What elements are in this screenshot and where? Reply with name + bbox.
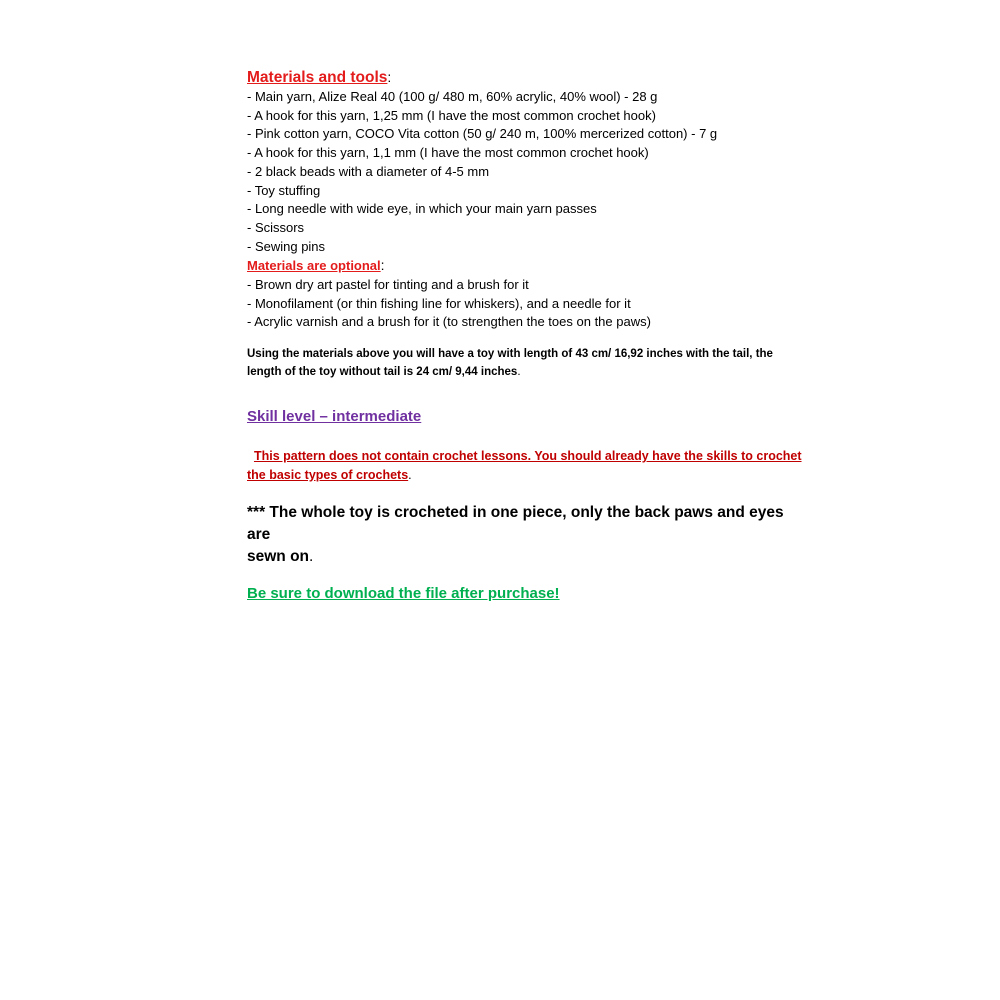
materials-heading: Materials and tools <box>247 69 388 86</box>
materials-heading-colon: : <box>387 69 392 85</box>
toy-length-line-2-wrap <box>247 364 807 382</box>
document-body <box>247 68 807 604</box>
one-piece-note <box>247 502 807 568</box>
one-piece-line-2: sewn on <box>247 548 310 566</box>
optional-heading-colon: : <box>380 257 385 274</box>
warning-period: . <box>408 467 412 482</box>
warning-line-2: the basic types of crochets <box>247 467 409 482</box>
warning-line-2-wrap <box>247 466 807 485</box>
one-piece-period: . <box>309 548 314 566</box>
materials-list-item: - Main yarn, Alize Real 40 (100 g/ 480 m, 60% acrylic, 40% wool) - 28 g <box>247 89 658 104</box>
materials-list-item: - Long needle with wide eye, in which your main yarn passes <box>247 201 597 217</box>
optional-materials-heading: Materials are optional <box>247 258 381 274</box>
warning-line-1: This pattern does not contain crochet lessons. You should already have the skills to crochet <box>253 449 802 464</box>
one-piece-line-1: *** The whole toy is crocheted in one piece, only the back paws and eyes are <box>247 504 784 544</box>
materials-list-item: - Pink cotton yarn, COCO Vita cotton (50 g/ 240 m, 100% mercerized cotton) - 7 g <box>247 126 718 142</box>
crochet-skills-warning <box>247 447 807 484</box>
skill-level-heading: Skill level – intermediate <box>247 408 422 426</box>
materials-list-item: - Sewing pins <box>247 238 326 254</box>
toy-length-period: . <box>517 365 521 378</box>
materials-heading-line <box>247 68 807 88</box>
materials-list-item: - A hook for this yarn, 1,1 mm (I have the most common crochet hook) <box>247 145 649 161</box>
download-reminder: Be sure to download the file after purchase! <box>247 585 560 603</box>
optional-list-item: - Monofilament (or thin fishing line for whiskers), and a needle for it <box>247 295 631 311</box>
toy-length-line-1: Using the materials above you will have a toy with length of 43 cm/ 16,92 inches with the tail, the <box>247 348 773 361</box>
one-piece-line-2-wrap <box>247 546 807 568</box>
materials-list-item: - Toy stuffing <box>247 182 321 198</box>
optional-list-item: - Acrylic varnish and a brush for it (to strengthen the toes on the paws) <box>247 314 651 330</box>
toy-length-line-2: length of the toy without tail is 24 cm/ 9,44 inches <box>247 365 518 378</box>
materials-list <box>247 88 807 256</box>
materials-list-item: - Scissors <box>247 219 305 235</box>
optional-list-item: - Brown dry art pastel for tinting and a brush for it <box>247 277 529 293</box>
materials-list-item: - 2 black beads with a diameter of 4-5 mm <box>247 163 490 179</box>
warning-line-1-wrap <box>247 447 807 466</box>
optional-materials-list <box>247 276 807 332</box>
optional-heading-line <box>247 256 807 276</box>
toy-length-note <box>247 346 807 381</box>
materials-list-item: - A hook for this yarn, 1,25 mm (I have the most common crochet hook) <box>247 107 656 123</box>
